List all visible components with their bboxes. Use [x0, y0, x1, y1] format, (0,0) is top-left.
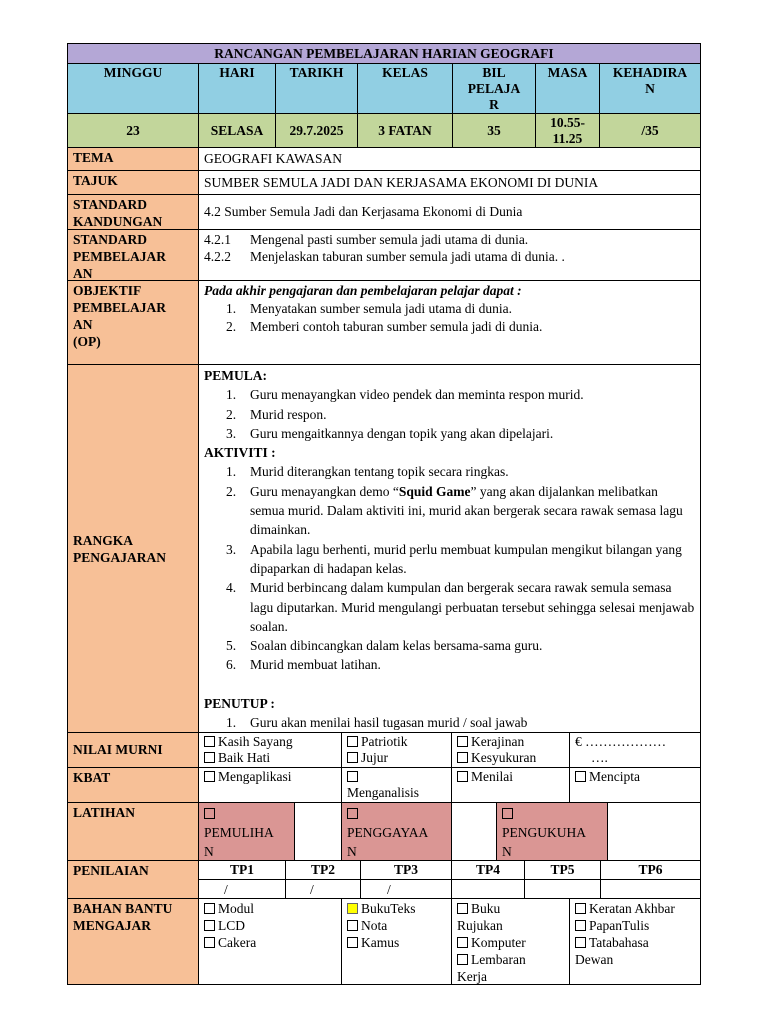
value-kelas: 3 FATAN [358, 114, 453, 147]
nilai-col-2 [342, 733, 452, 767]
lesson-plan-table [67, 43, 701, 985]
penilaian-grid [199, 861, 700, 898]
checkbox-icon [575, 920, 586, 931]
header-tarikh: TARIKH [276, 64, 358, 113]
checkbox-icon [347, 937, 358, 948]
penutup-list [204, 713, 695, 732]
bbm-col-4: Keratan Akhbar PapanTulis Tatabahasa Dewan [570, 899, 700, 984]
checkbox-icon [575, 937, 586, 948]
value-minggu: 23 [68, 114, 199, 147]
checkbox-option[interactable]: Buku [457, 900, 564, 917]
bbm-col-3: Buku Rujukan Komputer Lembaran Kerja [452, 899, 570, 984]
checkbox-option[interactable]: Modul [204, 900, 336, 917]
checkbox-icon [457, 954, 468, 965]
tema-label: TEMA [68, 148, 199, 170]
header-bil-pelajar: BIL PELAJA R [453, 64, 536, 113]
aktiviti-list [204, 462, 695, 674]
tp-mark[interactable] [601, 880, 700, 899]
checkbox-option[interactable]: Cakera [204, 934, 336, 951]
checkbox-option[interactable]: Tatabahasa [575, 934, 695, 951]
penilaian-label: PENILAIAN [68, 861, 199, 898]
standard-pembelajaran-row [67, 230, 701, 281]
objektif-list [204, 300, 695, 336]
checkbox-icon [457, 752, 468, 763]
checkbox-option[interactable]: Kasih Sayang [204, 734, 336, 750]
checkbox-icon [457, 937, 468, 948]
list-item: 2. Guru menayangkan demo “Squid Game” yang akan dijalankan melibatkan semua murid. Dalam aktiviti ini, murid akan bergerak secara rawak semasa lagu dimainkan. [226, 483, 683, 538]
latihan-spacer-2 [452, 803, 497, 860]
checkbox-option[interactable]: Nota [347, 917, 446, 934]
latihan-spacer-3 [608, 803, 700, 860]
penilaian-row [67, 861, 701, 899]
objektif-intro: Pada akhir pengajaran dan pembelajaran pelajar dapat : [204, 283, 522, 298]
tp-mark[interactable] [525, 880, 601, 899]
checkbox-icon [204, 771, 215, 782]
checkbox-icon [502, 808, 513, 819]
standard-kandungan-label: STANDARD KANDUNGAN [68, 195, 199, 229]
header-kehadiran: KEHADIRA N [612, 65, 688, 96]
list-item: 3. Apabila lagu berhenti, murid perlu membuat kumpulan mengikut bilangan yang dipaparkan di hadapan kelas. [226, 541, 682, 576]
checkbox-icon [204, 808, 215, 819]
list-item: 3. Guru mengaitkannya dengan topik yang akan dipelajari. [226, 425, 554, 441]
kbat-label: KBAT [68, 768, 199, 802]
rangka-row [67, 365, 701, 733]
checkbox-option[interactable]: Kesyukuran [457, 750, 564, 766]
tp-mark-row [199, 880, 700, 899]
checkbox-icon [204, 903, 215, 914]
checkbox-icon [204, 920, 215, 931]
checkbox-icon [347, 771, 358, 782]
checkbox-option[interactable]: PapanTulis [575, 917, 695, 934]
checkbox-option[interactable]: Komputer [457, 934, 564, 951]
kbat-col-1[interactable]: Mengaplikasi [199, 768, 342, 802]
objektif-row [67, 281, 701, 365]
checkbox-icon [204, 937, 215, 948]
value-hari: SELASA [199, 114, 276, 147]
pemula-title: PEMULA: [204, 368, 267, 383]
nilai-murni-label: NILAI MURNI [68, 733, 199, 767]
checkbox-option[interactable]: Keratan Akhbar [575, 900, 695, 917]
penutup-title: PENUTUP : [204, 695, 275, 711]
tp-mark[interactable] [452, 880, 525, 899]
kbat-col-4[interactable]: Mencipta [570, 768, 700, 802]
latihan-pengukuhan[interactable]: PENGUKUHA N [497, 803, 608, 860]
objektif-content [199, 281, 700, 364]
checkbox-option[interactable]: Baik Hati [204, 750, 336, 766]
latihan-label: LATIHAN [68, 803, 199, 860]
tp-header-row [199, 861, 700, 880]
header-minggu: MINGGU [68, 64, 199, 113]
nilai-col-3 [452, 733, 570, 767]
checkbox-option[interactable]: Patriotik [347, 734, 446, 750]
tajuk-label: TAJUK [68, 171, 199, 194]
pemula-list [204, 385, 695, 443]
checkbox-icon [575, 771, 586, 782]
list-item: 1. Guru menayangkan video pendek dan meminta respon murid. [226, 387, 584, 403]
value-bil: 35 [453, 114, 536, 147]
header-kelas: KELAS [358, 64, 453, 113]
value-kehadiran: /35 [641, 123, 659, 138]
page-title: RANCANGAN PEMBELAJARAN HARIAN GEOGRAFI [214, 46, 554, 61]
rangka-content [199, 365, 700, 732]
checkbox-icon [347, 903, 358, 914]
bbm-label: BAHAN BANTU MENGAJAR [68, 899, 199, 984]
bbm-col-2 [342, 899, 452, 984]
checkbox-icon [204, 752, 215, 763]
list-item: 1. Menyatakan sumber semula jadi utama di dunia. [226, 301, 513, 316]
latihan-row [67, 803, 701, 861]
checkbox-option[interactable]: Kamus [347, 934, 446, 951]
checkbox-option[interactable]: BukuTeks [347, 900, 446, 917]
nilai-col-1 [199, 733, 342, 767]
checkbox-option[interactable]: Kerajinan [457, 734, 564, 750]
header-hari: HARI [199, 64, 276, 113]
tema-value: GEOGRAFI KAWASAN [204, 151, 343, 166]
list-item: 2. Murid respon. [226, 406, 327, 422]
bbm-row [67, 899, 701, 985]
tema-row [67, 148, 701, 171]
objektif-label: OBJEKTIF PEMBELAJAR AN (OP) [68, 281, 199, 364]
tp-mark[interactable]: / [286, 880, 361, 899]
tp-header: TP1 [199, 861, 286, 879]
kbat-col-2[interactable]: Menganalisis [342, 768, 452, 802]
standard-pembelajaran-label: STANDARD PEMBELAJAR AN [68, 230, 199, 280]
list-item: 1. Guru akan menilai hasil tugasan murid / soal jawab [226, 715, 528, 731]
checkbox-icon [575, 903, 586, 914]
list-item: 6. Murid membuat latihan. [226, 657, 381, 673]
tp-mark[interactable]: / [199, 880, 286, 899]
aktiviti-title: AKTIVITI : [204, 445, 276, 461]
tp-header: TP6 [638, 862, 663, 877]
checkbox-option[interactable]: LCD [204, 917, 336, 934]
value-masa: 10.55- 11.25 [536, 114, 600, 147]
checkbox-icon [204, 736, 215, 747]
nilai-col-4: € ……………… …. [575, 734, 667, 765]
nilai-murni-row [67, 733, 701, 768]
list-item: 4. Murid berbincang dalam kumpulan dan bergerak secara rawak semula semasa lagu diputarkan. Murid mengulangi perbuatan tersebut sehingga selesai menjawab soalan. [226, 580, 695, 634]
latihan-spacer-1 [295, 803, 342, 860]
kbat-row [67, 768, 701, 803]
standard-kandungan-value: 4.2 Sumber Semula Jadi dan Kerjasama Ekonomi di Dunia [204, 204, 523, 219]
tajuk-row [67, 171, 701, 195]
title-row [67, 43, 701, 64]
checkbox-icon [457, 736, 468, 747]
checkbox-icon [347, 808, 358, 819]
value-tarikh: 29.7.2025 [276, 114, 358, 147]
standard-pembelajaran-list [199, 230, 700, 280]
sp-item: 4.2.2 Menjelaskan taburan sumber semula jadi utama di dunia. . [204, 249, 565, 264]
latihan-pengayaan[interactable]: PENGGAYAA N [342, 803, 452, 860]
checkbox-icon [347, 752, 358, 763]
list-item: 2. Memberi contoh taburan sumber semula jadi di dunia. [226, 319, 543, 334]
sp-item: 4.2.1 Mengenal pasti sumber semula jadi utama di dunia. [204, 232, 529, 247]
rangka-label: RANGKA PENGAJARAN [68, 365, 199, 732]
checkbox-option[interactable]: Jujur [347, 750, 446, 766]
tp-header: TP3 [361, 861, 452, 879]
tp-header: TP5 [525, 861, 601, 879]
list-item: 5. Soalan dibincangkan dalam kelas bersama-sama guru. [226, 638, 543, 654]
checkbox-icon [347, 920, 358, 931]
latihan-pemulihan[interactable]: PEMULIHA N [199, 803, 295, 860]
checkbox-icon [347, 736, 358, 747]
tp-header: TP4 [452, 861, 525, 879]
tp-header: TP2 [286, 861, 361, 879]
values-row [67, 114, 701, 148]
list-item: 1. Murid diterangkan tentang topik secara ringkas. [226, 464, 509, 480]
header-row [67, 64, 701, 114]
tp-mark[interactable]: / [361, 880, 452, 899]
tajuk-value: SUMBER SEMULA JADI DAN KERJASAMA EKONOMI DI DUNIA [204, 175, 599, 190]
kbat-col-3[interactable]: Menilai [452, 768, 570, 802]
checkbox-icon [457, 771, 468, 782]
checkbox-icon [457, 903, 468, 914]
bbm-col-1 [199, 899, 342, 984]
header-masa: MASA [536, 64, 600, 113]
checkbox-option[interactable]: Lembaran [457, 951, 564, 968]
standard-kandungan-row [67, 195, 701, 230]
